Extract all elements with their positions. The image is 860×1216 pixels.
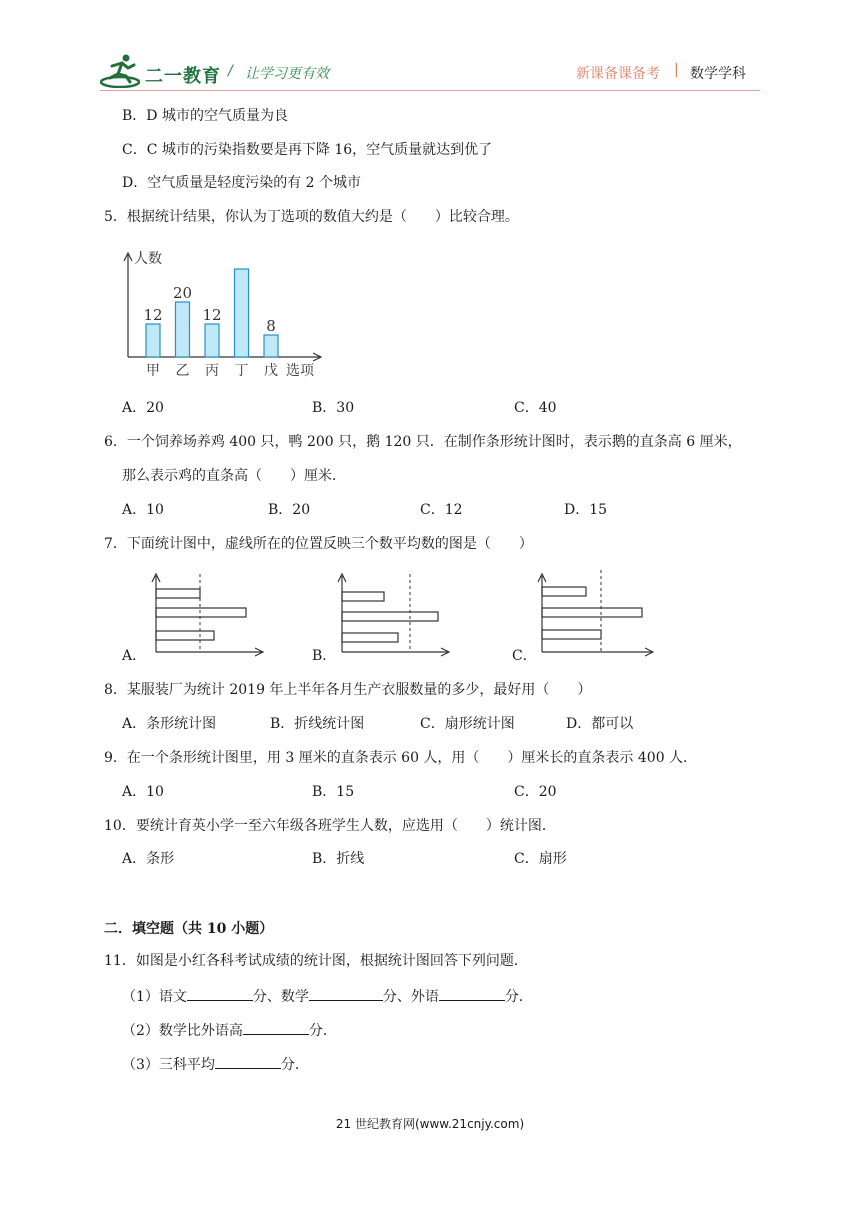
q9-stem: 9．在一个条形统计图里，用 3 厘米的直条表示 60 人，用（ ）厘米长的直条表示 400 人． xyxy=(104,750,698,766)
q5-data-label-2: 20 xyxy=(172,284,193,302)
q11-average-blank[interactable] xyxy=(215,1054,281,1069)
q10-option-c[interactable]: C．扇形 xyxy=(514,851,567,867)
header-subject-label: 数学学科 xyxy=(690,66,746,82)
header-course-label: 新课备课备考 xyxy=(576,66,660,82)
header-divider: | xyxy=(674,62,679,78)
q11-difference-blank[interactable] xyxy=(243,1020,309,1035)
q11-chinese-blank[interactable] xyxy=(187,986,253,1001)
q5-category-label-3: 丙 xyxy=(205,363,219,379)
q5-option-b[interactable]: B．30 xyxy=(312,400,355,416)
q11-part3 xyxy=(122,1054,309,1074)
q5-data-label-1: 12 xyxy=(143,306,163,324)
q11-p1-english-label: 分、外语 xyxy=(382,989,439,1005)
q8-option-d[interactable]: D．都可以 xyxy=(566,716,634,732)
q7-a-bar-1 xyxy=(156,589,200,598)
q7-a-bar-3 xyxy=(156,631,214,640)
q8-option-a[interactable]: A．条形统计图 xyxy=(122,716,217,732)
q6-option-a[interactable]: A．10 xyxy=(122,502,164,518)
q6-option-b[interactable]: B．20 xyxy=(268,502,311,518)
q5-bar-3 xyxy=(205,324,219,357)
q9-option-b[interactable]: B．15 xyxy=(312,784,355,800)
q5-bar-5 xyxy=(264,335,278,357)
q7-b-bar-3 xyxy=(342,633,398,642)
q11-english-blank[interactable] xyxy=(439,986,505,1001)
q7-b-bar-2 xyxy=(342,612,438,621)
header-rule xyxy=(100,90,760,91)
footer-source: 21 世纪教育网(www.21cnjy.com) xyxy=(335,1117,525,1131)
q11-part1 xyxy=(122,986,533,1006)
q6-stem-line1: 6．一个饲养场养鸡 400 只，鸭 200 只，鹅 120 只．在制作条形统计图时，表示鹅的直条高 6 厘米， xyxy=(104,434,742,450)
q5-data-label-5: 8 xyxy=(266,317,276,335)
q6-stem-line2: 那么表示鸡的直条高（ ）厘米． xyxy=(122,468,346,484)
q11-p2-end: 分． xyxy=(308,1023,337,1039)
q5-data-label-3: 12 xyxy=(202,306,222,324)
q5-category-label-2: 乙 xyxy=(175,363,190,379)
q11-p1-chinese-label: （1）语文 xyxy=(122,989,187,1005)
q6-option-c[interactable]: C．12 xyxy=(420,502,463,518)
q5-xlabel: 选项 xyxy=(286,363,314,379)
section-2-title: 二．填空题（共 10 小题） xyxy=(104,921,274,937)
q4-option-b: B．D 城市的空气质量为良 xyxy=(122,108,288,124)
q10-option-b[interactable]: B．折线 xyxy=(312,851,365,867)
q5-category-label-5: 戊 xyxy=(264,363,278,379)
q11-part2 xyxy=(122,1020,337,1040)
q7-option-c[interactable]: C． xyxy=(512,648,537,664)
header xyxy=(0,0,860,95)
q11-p3-end: 分． xyxy=(280,1057,309,1073)
q7-stem: 7．下面统计图中，虚线所在的位置反映三个数平均数的图是（ ） xyxy=(104,536,533,552)
q11-stem: 11．如图是小红各科考试成绩的统计图，根据统计图回答下列问题． xyxy=(104,953,528,969)
q5-bar-2 xyxy=(176,302,190,357)
q11-p1-math-label: 分、数学 xyxy=(252,989,309,1005)
q10-option-a[interactable]: A．条形 xyxy=(122,851,175,867)
q6-option-d[interactable]: D．15 xyxy=(564,502,608,518)
q7-c-bar-2 xyxy=(542,608,642,617)
q5-ylabel: 人数 xyxy=(134,251,162,267)
q5-bar-1 xyxy=(146,324,160,357)
q7-c-bar-3 xyxy=(542,630,601,639)
q4-option-d: D．空气质量是轻度污染的有 2 个城市 xyxy=(122,175,362,191)
q7-c-bar-1 xyxy=(542,587,586,596)
q8-option-c[interactable]: C．扇形统计图 xyxy=(420,716,515,732)
q7-option-b[interactable]: B． xyxy=(312,648,337,664)
q5-category-label-4: 丁 xyxy=(234,363,249,379)
q5-bar-4 xyxy=(235,269,249,357)
q5-option-a[interactable]: A．20 xyxy=(122,400,164,416)
logo-runner-icon xyxy=(100,52,142,88)
logo-text: 二一教育 xyxy=(145,66,221,87)
q7-b-bar-1 xyxy=(342,592,384,601)
q11-p1-end: 分． xyxy=(504,989,533,1005)
q7-chart-a xyxy=(140,568,265,660)
q4-option-c: C．C 城市的污染指数要是再下降 16，空气质量就达到优了 xyxy=(122,142,493,158)
q10-stem: 10．要统计育英小学一至六年级各班学生人数，应选用（ ）统计图． xyxy=(104,818,556,834)
q7-chart-c xyxy=(526,568,654,660)
slogan: 让学习更有效 xyxy=(245,66,329,82)
q7-option-a[interactable]: A． xyxy=(122,648,147,664)
q7-chart-b xyxy=(326,568,451,660)
q11-p2-label: （2）数学比外语高 xyxy=(122,1023,243,1039)
q7-a-bar-2 xyxy=(156,608,246,617)
q8-stem: 8．某服装厂为统计 2019 年上半年各月生产衣服数量的多少，最好用（ ） xyxy=(104,682,592,698)
q9-option-a[interactable]: A．10 xyxy=(122,784,164,800)
q9-option-c[interactable]: C．20 xyxy=(514,784,557,800)
q5-category-label-1: 甲 xyxy=(146,363,160,379)
q11-p3-label: （3）三科平均 xyxy=(122,1057,215,1073)
q5-option-c[interactable]: C．40 xyxy=(514,400,557,416)
q8-option-b[interactable]: B．折线统计图 xyxy=(270,716,365,732)
q5-bar-chart xyxy=(110,245,330,385)
q11-math-blank[interactable] xyxy=(309,986,383,1001)
slogan-slash: / xyxy=(228,63,233,79)
q5-stem: 5．根据统计结果，你认为丁选项的数值大约是（ ）比较合理。 xyxy=(104,209,519,225)
